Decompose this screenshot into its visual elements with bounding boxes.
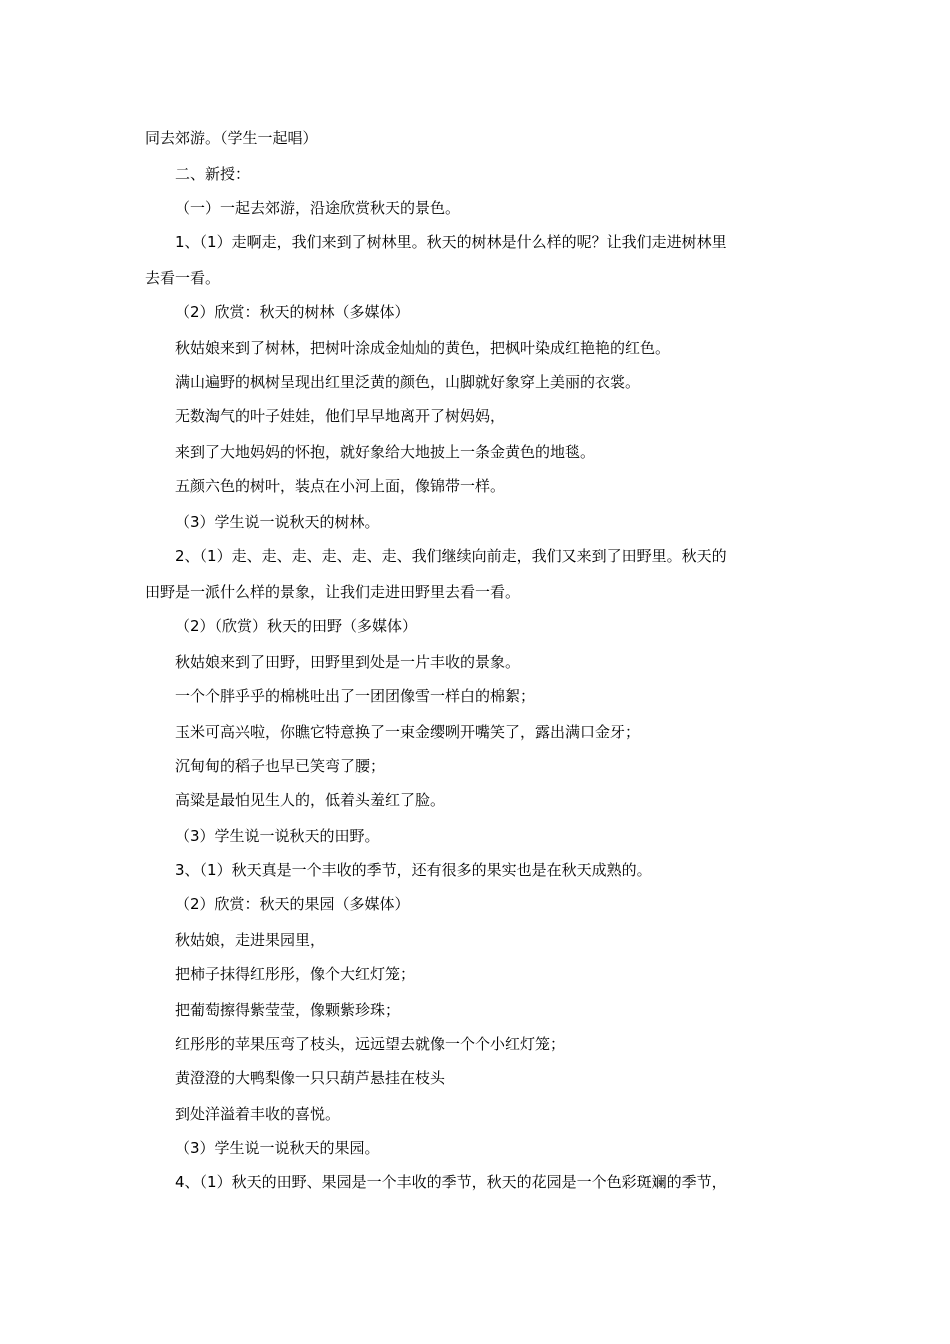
paragraph-line: 一个个胖乎乎的棉桃吐出了一团团像雪一样白的棉絮； xyxy=(175,687,536,705)
paragraph-line: （2）（欣赏）秋天的田野（多媒体） xyxy=(175,617,418,635)
paragraph-line: （2）欣赏：秋天的果园（多媒体） xyxy=(175,895,410,913)
paragraph-line: 高粱是最怕见生人的，低着头羞红了脸。 xyxy=(175,791,446,809)
paragraph-line: 同去郊游。（学生一起唱） xyxy=(145,129,318,147)
paragraph-line: 满山遍野的枫树呈现出红里泛黄的颜色，山脚就好象穿上美丽的衣裳。 xyxy=(175,373,641,391)
paragraph-line: 二、新授： xyxy=(175,165,251,183)
paragraph-line: 沉甸甸的稻子也早已笑弯了腰； xyxy=(175,757,386,775)
paragraph-line: 黄澄澄的大鸭梨像一只只葫芦悬挂在枝头 xyxy=(175,1069,446,1087)
paragraph-line: （3）学生说一说秋天的果园。 xyxy=(175,1139,380,1157)
paragraph-line: 1、（1）走啊走，我们来到了树林里。秋天的树林是什么样的呢？让我们走进树林里 xyxy=(175,233,727,251)
paragraph-line: 3、（1）秋天真是一个丰收的季节，还有很多的果实也是在秋天成熟的。 xyxy=(175,861,652,879)
paragraph-line: （3）学生说一说秋天的树林。 xyxy=(175,513,380,531)
paragraph-line: 来到了大地妈妈的怀抱，就好象给大地披上一条金黄色的地毯。 xyxy=(175,443,596,461)
paragraph-line: 秋姑娘，走进果园里， xyxy=(175,931,326,949)
paragraph-line: 到处洋溢着丰收的喜悦。 xyxy=(175,1105,341,1123)
paragraph-line: 无数淘气的叶子娃娃，他们早早地离开了树妈妈， xyxy=(175,407,506,425)
paragraph-line: 2、（1）走、走、走、走、走、走、我们继续向前走，我们又来到了田野里。秋天的 xyxy=(175,547,727,565)
paragraph-line: 红彤彤的苹果压弯了枝头，远远望去就像一个个小红灯笼； xyxy=(175,1035,566,1053)
paragraph-line: 田野是一派什么样的景象，让我们走进田野里去看一看。 xyxy=(145,583,521,601)
paragraph-line: （2）欣赏：秋天的树林（多媒体） xyxy=(175,303,410,321)
paragraph-line: 4、（1）秋天的田野、果园是一个丰收的季节，秋天的花园是一个色彩斑斓的季节， xyxy=(175,1173,727,1191)
paragraph-line: （3）学生说一说秋天的田野。 xyxy=(175,827,380,845)
paragraph-line: 五颜六色的树叶，装点在小河上面，像锦带一样。 xyxy=(175,477,506,495)
paragraph-line: 玉米可高兴啦，你瞧它特意换了一束金缨咧开嘴笑了，露出满口金牙； xyxy=(175,723,641,741)
paragraph-line: 秋姑娘来到了树林，把树叶涂成金灿灿的黄色，把枫叶染成红艳艳的红色。 xyxy=(175,339,671,357)
paragraph-line: 秋姑娘来到了田野，田野里到处是一片丰收的景象。 xyxy=(175,653,521,671)
paragraph-line: 把柿子抹得红彤彤，像个大红灯笼； xyxy=(175,965,416,983)
paragraph-line: 去看一看。 xyxy=(145,269,221,287)
paragraph-line: （一）一起去郊游，沿途欣赏秋天的景色。 xyxy=(175,199,461,217)
paragraph-line: 把葡萄擦得紫莹莹，像颗紫珍珠； xyxy=(175,1001,401,1019)
